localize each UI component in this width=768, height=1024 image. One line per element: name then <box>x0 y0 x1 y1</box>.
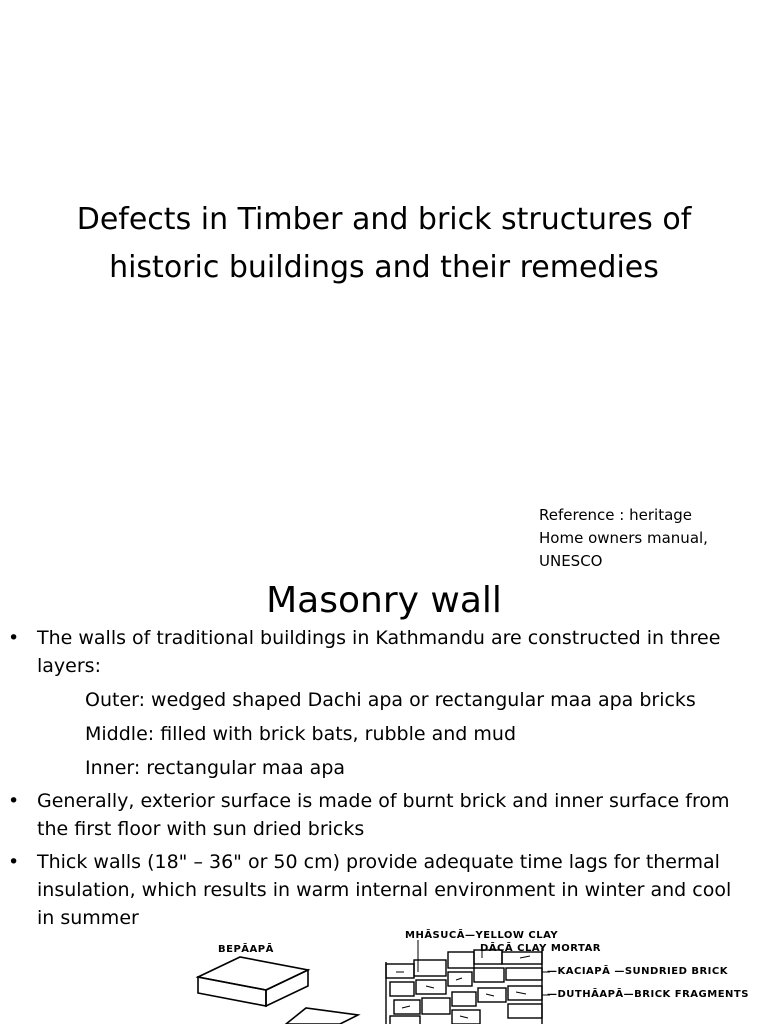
layer-inner: Inner: rectangular maa apa <box>85 757 346 779</box>
reference-line-3: UNESCO <box>539 552 603 570</box>
slide-title <box>40 196 728 292</box>
wall-section-illustration <box>386 948 542 1024</box>
label-mhasuca: MHĀSUCĀ—YELLOW CLAY <box>405 930 559 941</box>
bullet-text: Generally, exterior surface is made of burnt brick and inner surface from the first floor with sun dried bricks <box>37 790 730 840</box>
brick-illustration-partial <box>286 1008 358 1024</box>
label-kaciapa: —KACIAPĀ —SUNDRIED BRICK <box>547 966 728 977</box>
brick-illustration <box>198 957 308 1006</box>
reference-note <box>539 504 759 573</box>
label-daca: DĀCĀ CLAY MORTAR <box>480 943 602 954</box>
bullet-text: Thick walls (18" – 36" or 50 cm) provide adequate time lags for thermal insulation, which results in warm internal environment in winter and cool in summer <box>37 851 732 929</box>
bullet-item-thermal <box>8 848 748 932</box>
masonry-drawing <box>190 922 750 1024</box>
bullet-icon: • <box>8 851 20 873</box>
label-bepaapa: BEPĀAPĀ <box>218 944 274 955</box>
section-title: Masonry wall <box>266 580 502 621</box>
layer-outer: Outer: wedged shaped Dachi apa or rectangular maa apa bricks <box>85 689 696 711</box>
slide-title-line-1: Defects in Timber and brick structures of <box>76 202 692 237</box>
layer-middle: Middle: filled with brick bats, rubble and mud <box>85 723 517 745</box>
bullet-text: The walls of traditional buildings in Kathmandu are constructed in three layers: <box>37 627 721 677</box>
bullet-item-layers <box>8 624 748 680</box>
slide-title-line-2: historic buildings and their remedies <box>109 250 659 285</box>
bullet-icon: • <box>8 627 20 649</box>
reference-line-2: Home owners manual, <box>539 529 708 547</box>
label-duthaapa: —DUTHĀAPĀ—BRICK FRAGMENTS <box>547 989 749 1000</box>
masonry-wall-figure <box>190 922 750 1024</box>
bullet-item-surface <box>8 787 748 843</box>
bullet-list <box>8 624 748 937</box>
reference-line-1: Reference : heritage <box>539 506 693 524</box>
bullet-icon: • <box>8 790 20 812</box>
